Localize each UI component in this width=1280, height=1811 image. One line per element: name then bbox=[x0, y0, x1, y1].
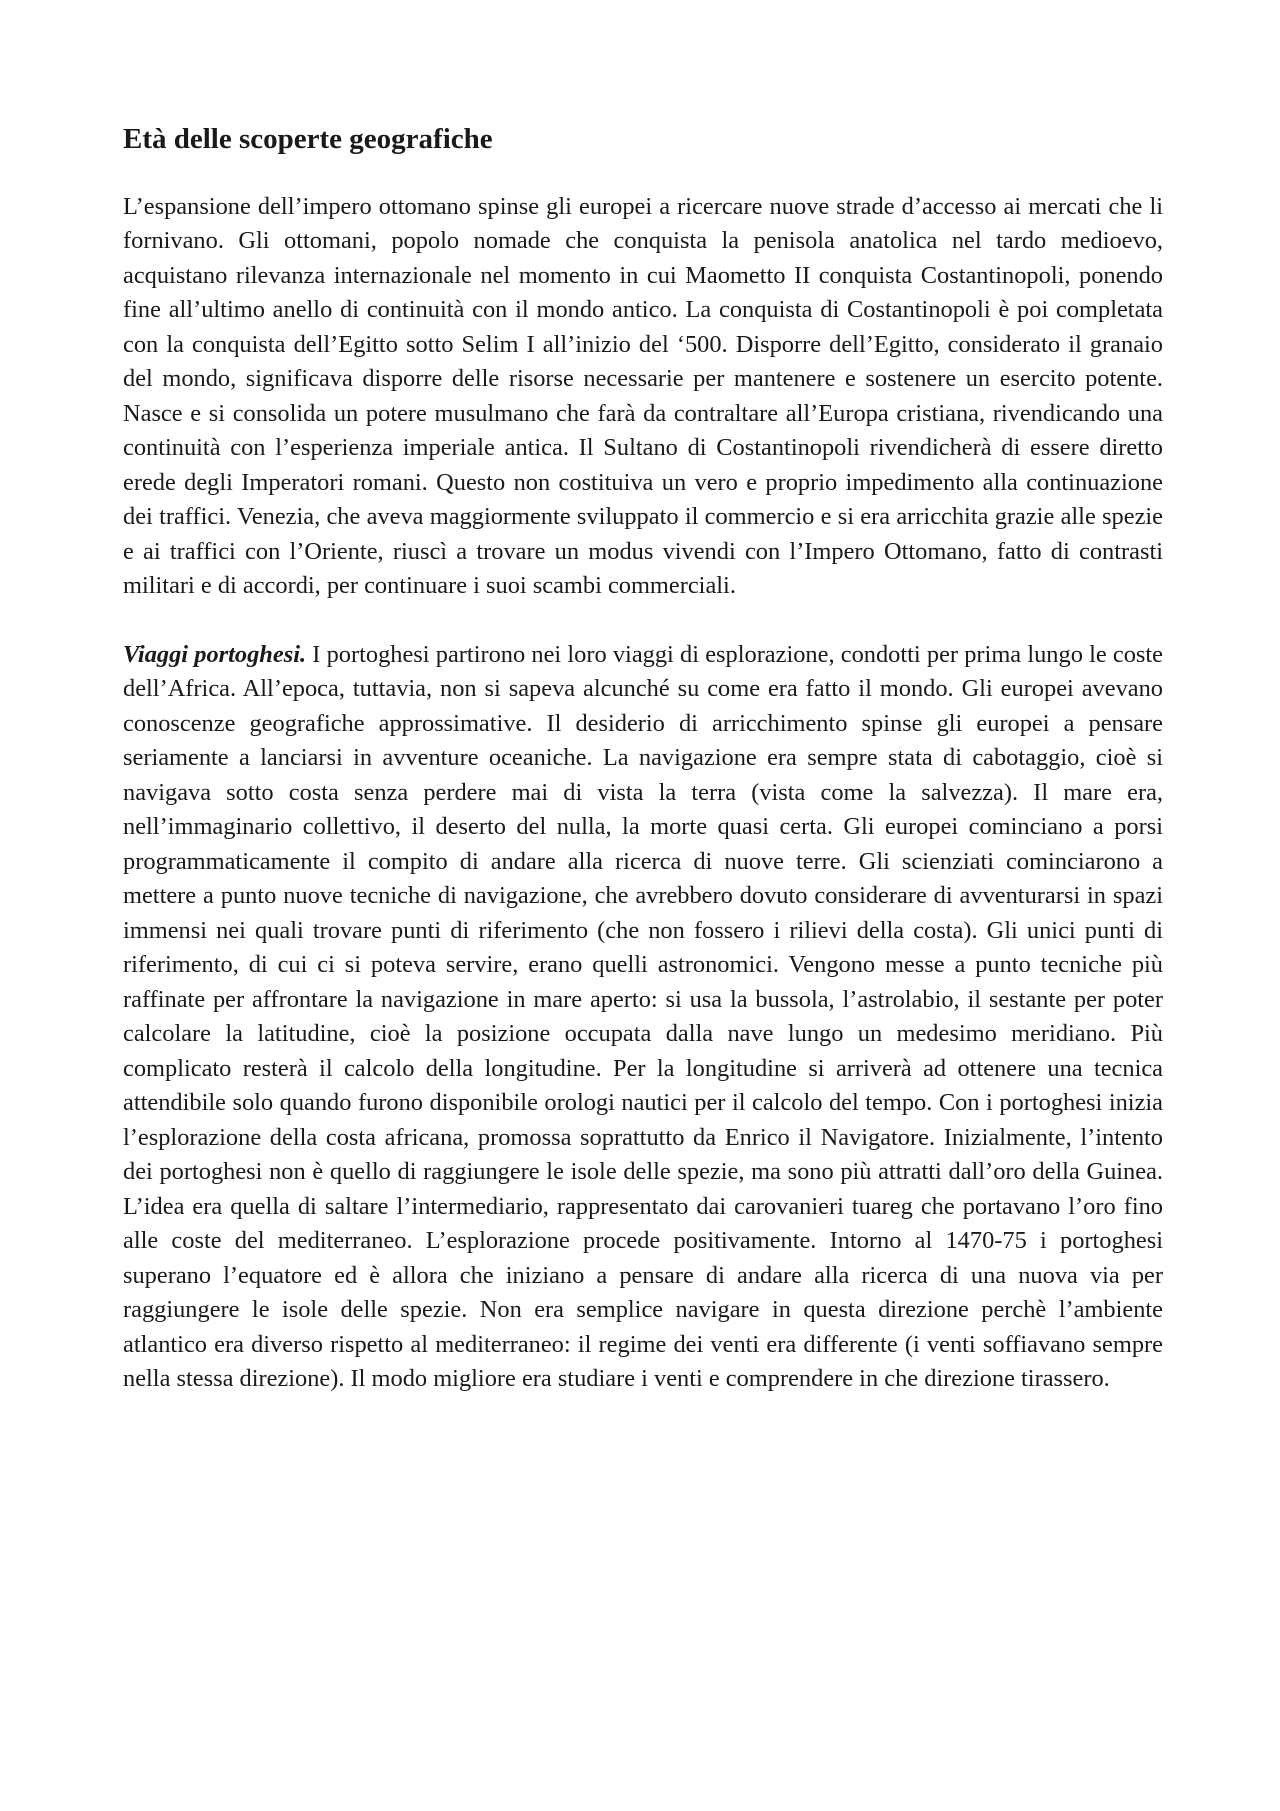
document-page bbox=[123, 122, 1163, 1431]
document-title: Età delle scoperte geografiche bbox=[123, 123, 493, 155]
paragraph-portuguese-voyages bbox=[123, 638, 1163, 1397]
paragraph-ottoman-expansion: L’espansione dell’impero ottomano spinse gli europei a ricercare nuove strade d’accesso ai mercati che li fornivano. Gli ottomani, popolo nomade che conquista la penisola anatolica nel tardo medioevo, acquistano rilevanza internazionale nel momento in cui Maometto II conquista Costantinopoli, ponendo fine all’ultimo anello di continuità con il mondo antico. La conquista di Costantinopoli è poi completata con la conquista dell’Egitto sotto Selim I all’inizio del ‘500. Disporre dell’Egitto, considerato il granaio del mondo, significava disporre delle risorse necessarie per mantenere e sostenere un esercito potente. Nasce e si consolida un potere musulmano che farà da contraltare all’Europa cristiana, rivendicando una continuità con l’esperienza imperiale antica. Il Sultano di Costantinopoli rivendicherà di essere diretto erede degli Imperatori romani. Questo non costituiva un vero e proprio impedimento alla continuazione dei traffici. Venezia, che aveva maggiormente sviluppato il commercio e si era arricchita grazie alle spezie e ai traffici con l’Oriente, riuscì a trovare un modus vivendi con l’Impero Ottomano, fatto di contrasti militari e di accordi, per continuare i suoi scambi commerciali. bbox=[123, 192, 1163, 600]
section-heading-viaggi-portoghesi: Viaggi portoghesi. bbox=[123, 640, 307, 668]
paragraph-portuguese-voyages-text: I portoghesi partirono nei loro viaggi di esplorazione, condotti per prima lungo le coste dell’Africa. All’epoca, tuttavia, non si sapeva alcunché su come era fatto il mondo. Gli europei avevano conoscenze geografiche approssimative. Il desiderio di arricchimento spinse gli europei a pensare seriamente a lanciarsi in avventure oceaniche. La navigazione era sempre stata di cabotaggio, cioè si navigava sotto costa senza perdere mai di vista la terra (vista come la salvezza). Il mare era, nell’immaginario collettivo, il deserto del nulla, la morte quasi certa. Gli europei cominciano a porsi programmaticamente il compito di andare alla ricerca di nuove terre. Gli scienziati cominciarono a mettere a punto nuove tecniche di navigazione, che avrebbero dovuto considerare di avventurarsi in spazi immensi nei quali trovare punti di riferimento (che non fossero i rilievi della costa). Gli unici punti di riferimento, di cui ci si poteva servire, erano quelli astronomici. Vengono messe a punto tecniche più raffinate per affrontare la navigazione in mare aperto: si usa la bussola, l’astrolabio, il sestante per poter calcolare la latitudine, cioè la posizione occupata dalla nave lungo un medesimo meridiano. Più complicato resterà il calcolo della longitudine. Per la longitudine si arriverà ad ottenere una tecnica attendibile solo quando furono disponibile orologi nautici per il calcolo del tempo. Con i portoghesi inizia l’esplorazione della costa africana, promossa soprattutto da Enrico il Navigatore. Inizialmente, l’intento dei portoghesi non è quello di raggiungere le isole delle spezie, ma sono più attratti dall’oro della Guinea. L’idea era quella di saltare l’intermediario, rappresentato dai carovanieri tuareg che portavano l’oro fino alle coste del mediterraneo. L’esplorazione procede positivamente. Intorno al 1470-75 i portoghesi superano l’equatore ed è allora che iniziano a pensare di andare alla ricerca di una nuova via per raggiungere le isole delle spezie. Non era semplice navigare in questa direzione perchè l’ambiente atlantico era diverso rispetto al mediterraneo: il regime dei venti era differente (i venti soffiavano sempre nella stessa direzione). Il modo migliore era studiare i venti e comprendere in che direzione tirassero. bbox=[123, 640, 1164, 1393]
